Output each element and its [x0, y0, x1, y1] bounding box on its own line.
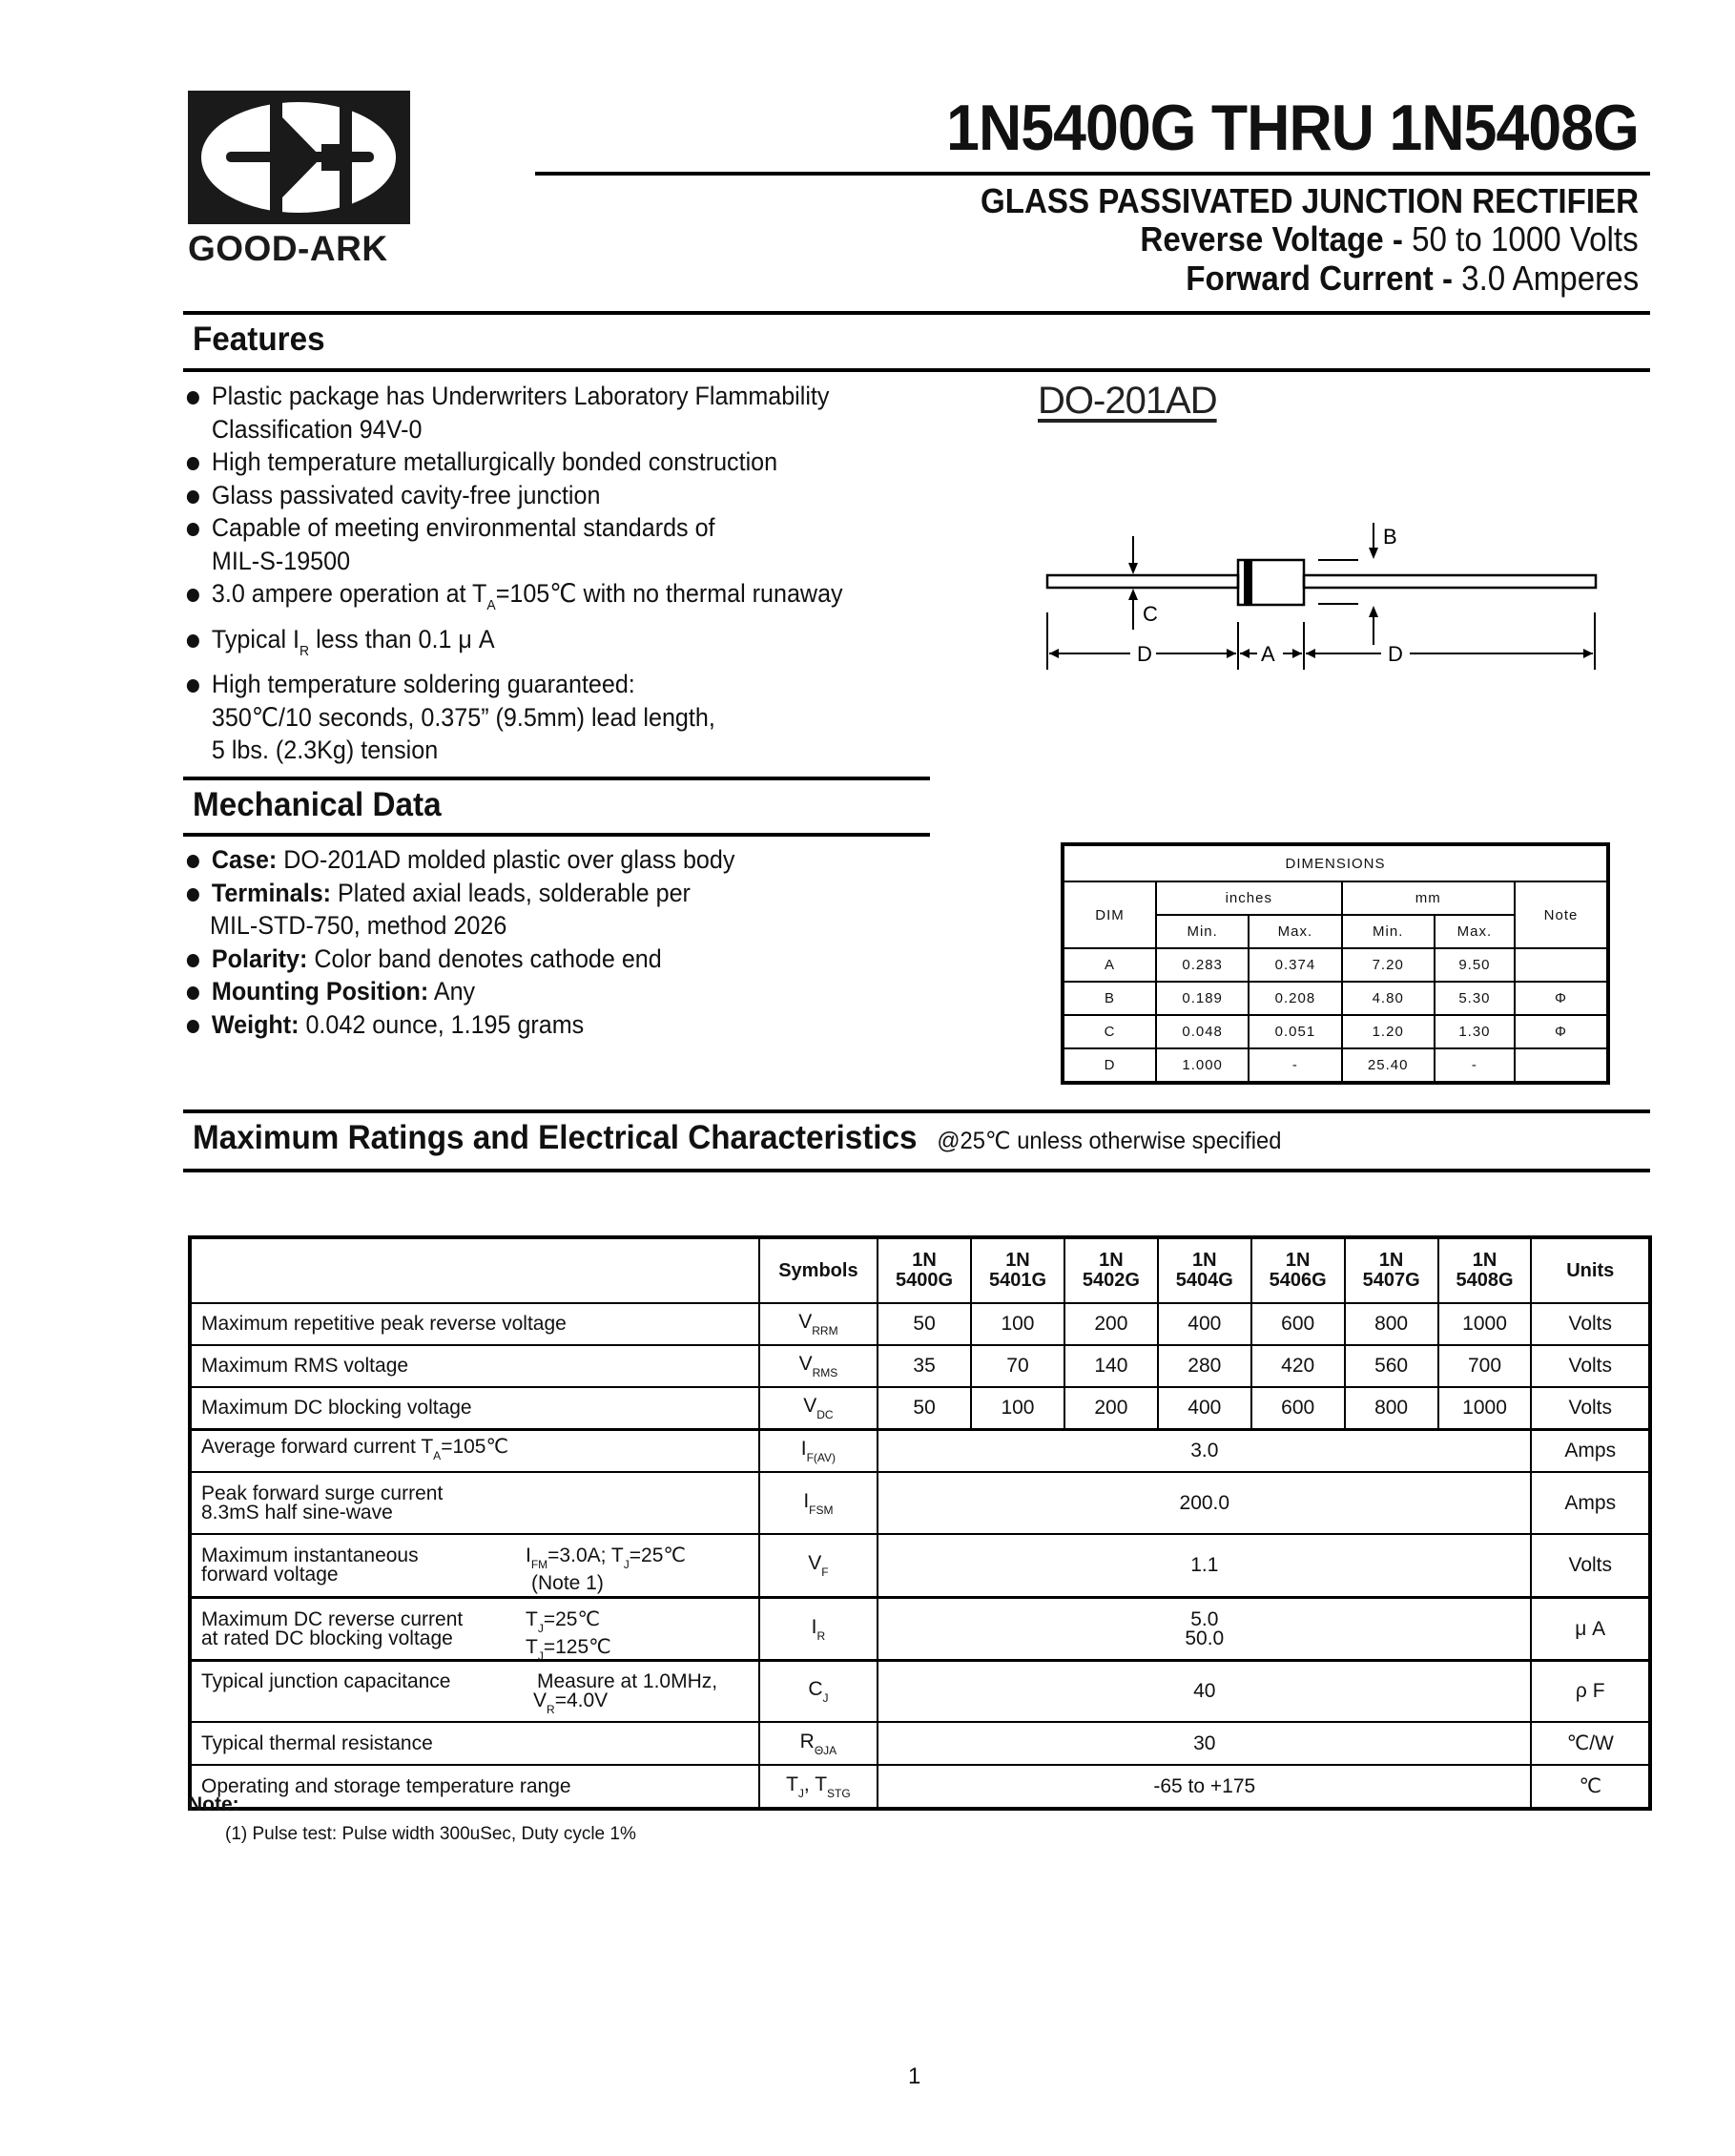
test-condition: Measure at 1.0MHz, $V_R=4.0V$ — [533, 1670, 718, 1716]
symbols-header: Symbols — [759, 1237, 878, 1303]
dimension-row: C 0.048 0.051 1.20 1.30 Φ — [1063, 1015, 1608, 1048]
dim-column-header: DIM — [1063, 881, 1156, 948]
part-header: 1N 5401G — [971, 1237, 1064, 1303]
features-list — [185, 380, 843, 767]
dimension-row: B 0.189 0.208 4.80 5.30 Φ — [1063, 982, 1608, 1015]
inches-min-header: Min. — [1156, 915, 1249, 948]
dimension-row: A 0.283 0.374 7.20 9.50 — [1063, 948, 1608, 982]
features-heading: Features — [193, 321, 325, 358]
mechanical-list — [185, 843, 734, 1041]
symbol-cell: $V_F$ — [759, 1534, 878, 1598]
part-header: 1N 5402G — [1064, 1237, 1158, 1303]
mechanical-bottom-divider — [183, 833, 930, 837]
diameter-icon: Φ — [1515, 982, 1608, 1015]
note-column-header: Note — [1515, 881, 1608, 948]
mechanical-item: Polarity: Color band denotes cathode end — [185, 943, 734, 976]
symbol-cell: $V_{RRM}$ — [759, 1303, 878, 1345]
package-title: DO-201AD — [1038, 380, 1217, 422]
part-header: 1N 5407G — [1345, 1237, 1438, 1303]
symbol-cell: $T_J$, $T_{STG}$ — [759, 1765, 878, 1809]
company-logo — [188, 91, 410, 224]
note-label: Note: — [188, 1793, 239, 1815]
feature-item: 3.0 ampere operation at $T_A=105℃$ with no thermal runaway — [185, 577, 843, 623]
forward-current-value: 3.0 Amperes — [1461, 259, 1639, 298]
ratings-heading: Maximum Ratings and Electrical Characteristics @25℃ unless otherwise specified — [193, 1119, 1282, 1156]
ratings-row: Maximum DC blocking voltage $V_{DC}$ 50 100 200 400 600 800 1000 Volts — [190, 1387, 1650, 1430]
parameter-header — [190, 1237, 759, 1303]
part-header: 1N 5408G — [1438, 1237, 1532, 1303]
mm-max-header: Max. — [1435, 915, 1515, 948]
symbol-cell: $C_J$ — [759, 1661, 878, 1723]
ratings-row: Average forward current $T_A=105℃$ $I_{F(AV)}$ 3.0 Amps — [190, 1430, 1650, 1473]
forward-current-label: Forward Current - — [1186, 259, 1462, 298]
ratings-row: Maximum RMS voltage $V_{RMS}$ 35 70 140 280 420 560 700 Volts — [190, 1345, 1650, 1387]
dimension-row: D 1.000 - 25.40 - — [1063, 1048, 1608, 1083]
part-range-title: 1N5400G THRU 1N5408G — [946, 92, 1639, 164]
symbol-cell: $V_{RMS}$ — [759, 1345, 878, 1387]
reverse-voltage-value: 50 to 1000 Volts — [1412, 219, 1639, 259]
reverse-voltage-label: Reverse Voltage - — [1140, 219, 1413, 259]
ratings-bottom-divider — [183, 1169, 1650, 1172]
part-header: 1N 5406G — [1251, 1237, 1345, 1303]
mechanical-top-divider — [183, 777, 930, 780]
dim-label-c: C — [1143, 602, 1158, 626]
ratings-row: Peak forward surge current 8.3mS half sine-wave $I_{FSM}$ 200.0 Amps — [190, 1472, 1650, 1534]
dimensions-table — [1061, 842, 1610, 1085]
feature-item: High temperature soldering guaranteed: — [185, 668, 843, 701]
mm-column-header: mm — [1342, 881, 1515, 915]
device-subtitle: GLASS PASSIVATED JUNCTION RECTIFIER — [980, 181, 1639, 220]
ratings-condition-note: @25℃ unless otherwise specified — [937, 1128, 1282, 1154]
feature-item-continuation: 5 lbs. (2.3Kg) tension — [211, 736, 439, 764]
dimensions-title: DIMENSIONS — [1063, 844, 1608, 881]
ratings-top-divider — [183, 1109, 1650, 1113]
symbol-cell: $I_{FSM}$ — [759, 1472, 878, 1534]
features-bottom-divider — [183, 368, 1650, 372]
mechanical-item: Terminals: Plated axial leads, solderable per — [185, 877, 734, 910]
part-header: 1N 5404G — [1158, 1237, 1251, 1303]
page-number: 1 — [908, 2063, 921, 2089]
ratings-table — [188, 1235, 1652, 1811]
mechanical-item: Case: DO-201AD molded plastic over glass body — [185, 843, 734, 877]
test-condition: $I_{FM}=3.0A$; $T_J=25℃$ (Note 1) — [526, 1544, 686, 1594]
mechanical-item-continuation: MIL-STD-750, method 2026 — [210, 911, 507, 940]
feature-item: High temperature metallurgically bonded construction — [185, 446, 843, 479]
test-condition: $T_J=25℃$ $T_J=125℃$ — [526, 1607, 611, 1663]
feature-item-continuation: MIL-S-19500 — [211, 546, 351, 575]
mechanical-item: Weight: 0.042 ounce, 1.195 grams — [185, 1008, 734, 1042]
reverse-voltage-spec — [1141, 219, 1639, 259]
ratings-row: Maximum instantaneous forward voltage $I_{FM}=3.0A$; $T_J=25℃$ (Note 1) $V_F$ 1.1 Volts — [190, 1534, 1650, 1598]
feature-item: Glass passivated cavity-free junction — [185, 479, 843, 512]
feature-item-continuation: Classification 94V-0 — [211, 414, 423, 444]
part-header: 1N 5400G — [878, 1237, 971, 1303]
symbol-cell: $I_{F(AV)}$ — [759, 1430, 878, 1473]
dim-label-a: A — [1261, 642, 1275, 666]
forward-current-spec — [1186, 259, 1639, 299]
ratings-row: Typical junction capacitance Measure at 1.0MHz, $V_R=4.0V$ $C_J$ 40 ρ F — [190, 1661, 1650, 1723]
symbol-cell: $I_R$ — [759, 1598, 878, 1661]
package-outline-diagram — [1040, 515, 1612, 687]
ratings-row: Maximum repetitive peak reverse voltage $V_{RRM}$ 50 100 200 400 600 800 1000 Volts — [190, 1303, 1650, 1345]
mm-min-header: Min. — [1342, 915, 1435, 948]
symbol-cell: $R_{\Theta JA}$ — [759, 1722, 878, 1765]
features-top-divider — [183, 311, 1650, 315]
note-item: (1) Pulse test: Pulse width 300uSec, Duty cycle 1% — [225, 1824, 636, 1844]
ratings-row: Maximum DC reverse current at rated DC blocking voltage $T_J=25℃$ $T_J=125℃$ $I_R$ 5.0 50.0 μ A — [190, 1598, 1650, 1661]
feature-item: Typical $I_R$ less than 0.1 μ A — [185, 623, 843, 669]
units-header: Units — [1531, 1237, 1650, 1303]
ratings-row: Typical thermal resistance $R_{\Theta JA}$ 30 ℃/W — [190, 1722, 1650, 1765]
dim-label-b: B — [1383, 525, 1397, 549]
diode-logo-icon — [188, 91, 410, 224]
feature-item: Capable of meeting environmental standards of — [185, 511, 843, 545]
title-divider — [535, 172, 1650, 176]
brand-name: GOOD-ARK — [188, 229, 388, 268]
dim-label-d-left: D — [1137, 642, 1152, 666]
inches-column-header: inches — [1156, 881, 1342, 915]
inches-max-header: Max. — [1249, 915, 1341, 948]
diameter-icon: Φ — [1515, 1015, 1608, 1048]
symbol-cell: $V_{DC}$ — [759, 1387, 878, 1430]
ratings-header-row — [190, 1237, 1650, 1303]
dim-label-d-right: D — [1388, 642, 1403, 666]
mechanical-item: Mounting Position: Any — [185, 975, 734, 1008]
feature-item: Plastic package has Underwriters Laboratory Flammability — [185, 380, 843, 413]
ratings-row: Operating and storage temperature range $T_J$, $T_{STG}$ -65 to +175 ℃ — [190, 1765, 1650, 1809]
feature-item-continuation: 350℃/10 seconds, 0.375” (9.5mm) lead length, — [211, 702, 715, 732]
mechanical-heading: Mechanical Data — [193, 786, 442, 823]
